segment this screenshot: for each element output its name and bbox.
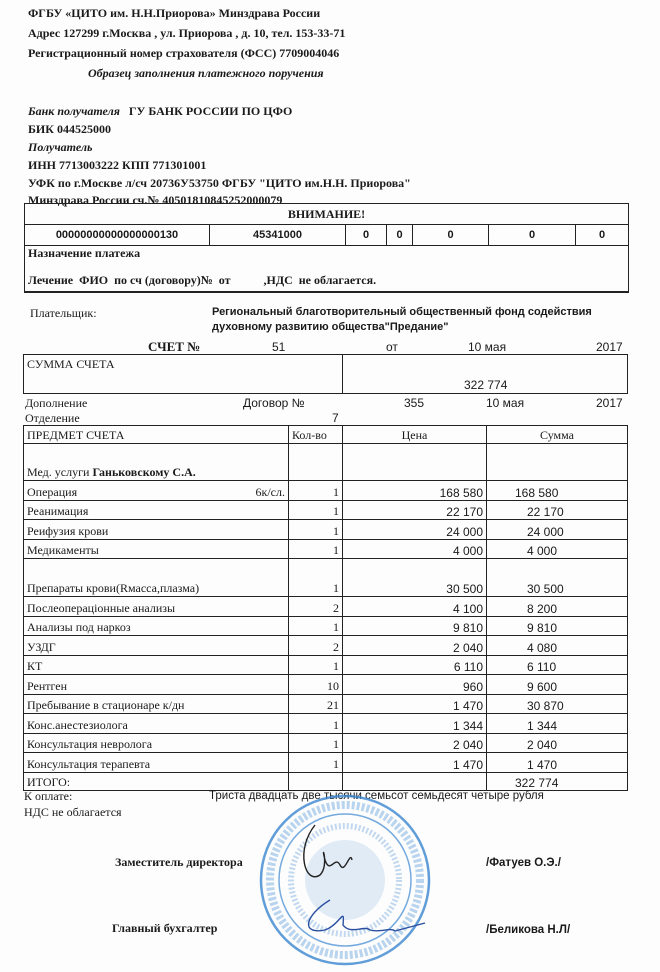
item-name <box>24 481 289 501</box>
invoice-sum-box <box>23 354 628 394</box>
item-sum: 24 000 <box>487 520 628 540</box>
contract-label: Договор № <box>243 396 305 410</box>
document-subtitle: Образец заполнения платежного поручения <box>88 66 324 80</box>
accountant-signature-icon <box>295 895 435 945</box>
payer-name-2: духовному развитию общества"Предание" <box>212 321 449 333</box>
code-cell: 45341000 <box>210 225 346 246</box>
table-row <box>24 597 628 617</box>
item-name-text: Препараты крови(Rмасса,плазма) <box>27 581 200 595</box>
item-qty: 2 <box>289 597 343 617</box>
item-price: 1 470 <box>343 753 487 773</box>
item-name <box>24 539 289 559</box>
bank-name: ГУ БАНК РОССИИ ПО ЦФО <box>128 104 293 118</box>
chief-accountant-name: /Беликова Н.Л/ <box>486 924 571 936</box>
item-name-text: Консультация терапевта <box>27 756 151 771</box>
total-value: 322 774 <box>487 772 628 790</box>
item-sum: 9 600 <box>487 675 628 695</box>
item-name <box>24 597 289 617</box>
inn-kpp: ИНН 7713003222 КПП 771301001 <box>28 158 207 172</box>
code-cell: 0 <box>387 225 413 246</box>
item-qty: 10 <box>289 675 343 695</box>
contract-year: 2017 <box>596 396 623 410</box>
item-name-text: Пребывание в стационаре к/дн <box>27 698 185 712</box>
divider <box>342 355 343 393</box>
contract-date: 10 мая <box>486 396 525 410</box>
item-qty: 1 <box>289 753 343 773</box>
item-qty: 1 <box>289 539 343 559</box>
table-row <box>24 559 628 597</box>
table-row <box>24 675 628 695</box>
item-price: 2 040 <box>343 733 487 753</box>
code-cell: 0 <box>576 225 629 246</box>
item-name <box>24 500 289 520</box>
department-label: Отделение <box>25 411 80 425</box>
payer-name-1: Региональный благотворительный общественный фонд содействия <box>212 306 592 318</box>
patient-name: Ганьковскому С.А. <box>92 465 196 479</box>
table-row <box>24 481 628 501</box>
account: Минздрава России сч.№ 40501810845252000079 <box>28 193 283 207</box>
bik: БИК 044525000 <box>28 122 111 136</box>
total-label: ИТОГО: <box>24 772 289 790</box>
item-sum: 2 040 <box>487 733 628 753</box>
invoice-from: от <box>386 340 398 354</box>
item-price: 960 <box>343 675 487 695</box>
item-qty: 1 <box>289 616 343 636</box>
item-sum: 30 500 <box>487 559 628 597</box>
item-note: 6к/сл. <box>255 484 285 499</box>
sum-value: 322 774 <box>464 378 508 392</box>
code-cell: 00000000000000000130 <box>25 225 210 246</box>
purpose-label: Назначение платежа <box>28 246 141 260</box>
table-row <box>24 733 628 753</box>
item-name <box>24 694 289 714</box>
item-price: 1 344 <box>343 714 487 734</box>
pay-label: К оплате: <box>24 789 73 803</box>
item-qty: 1 <box>289 559 343 597</box>
invoice-date: 10 мая <box>468 340 507 354</box>
item-name-text: Медикаменты <box>27 543 99 557</box>
item-name <box>24 733 289 753</box>
table-row <box>24 636 628 656</box>
payer-label: Плательщик: <box>30 306 97 320</box>
item-name-text: Конс.анестезиолога <box>27 717 128 732</box>
vat-note: НДС не облагается <box>24 805 122 819</box>
intro-cell <box>24 444 289 481</box>
codes-row <box>25 225 629 246</box>
item-price: 9 810 <box>343 616 487 636</box>
item-sum: 30 870 <box>487 694 628 714</box>
org-registration: Регистрационный номер страхователя (ФСС) 7709004046 <box>28 46 340 60</box>
item-price: 168 580 <box>343 481 487 501</box>
item-qty: 1 <box>289 481 343 501</box>
table-row <box>24 655 628 675</box>
director-signature-icon <box>290 820 370 890</box>
item-price: 4 100 <box>343 597 487 617</box>
bank-line <box>28 104 292 119</box>
item-name <box>24 636 289 656</box>
item-name-text: КТ <box>27 659 43 673</box>
intro-text: Мед. услуги <box>27 465 93 479</box>
code-cell: 0 <box>346 225 387 246</box>
table-row <box>24 539 628 559</box>
item-name <box>24 520 289 540</box>
table-header <box>24 426 628 444</box>
item-name <box>24 559 289 597</box>
item-price: 2 040 <box>343 636 487 656</box>
department-value: 7 <box>332 411 339 425</box>
item-sum: 22 170 <box>487 500 628 520</box>
item-price: 6 110 <box>343 655 487 675</box>
header-price: Цена <box>343 426 487 444</box>
item-price: 30 500 <box>343 559 487 597</box>
table-row <box>24 500 628 520</box>
item-name <box>24 753 289 773</box>
table-row <box>24 694 628 714</box>
addition-label: Дополнение <box>25 396 88 410</box>
items-table <box>23 425 628 791</box>
deputy-director-label: Заместитель директора <box>115 855 243 869</box>
attention-title: ВНИМАНИЕ! <box>25 204 629 225</box>
attention-table <box>24 203 629 293</box>
code-cell: 0 <box>489 225 576 246</box>
item-sum: 6 110 <box>487 655 628 675</box>
table-row <box>24 616 628 636</box>
invoice-year: 2017 <box>596 340 623 354</box>
purpose-cell <box>25 246 629 292</box>
item-name <box>24 675 289 695</box>
item-price: 1 470 <box>343 694 487 714</box>
header-sum: Сумма <box>487 426 628 444</box>
recipient-label: Получатель <box>28 140 93 154</box>
item-name-text: Реифузия крови <box>27 523 109 538</box>
item-sum: 4 000 <box>487 539 628 559</box>
item-price: 24 000 <box>343 520 487 540</box>
item-name <box>24 714 289 734</box>
item-qty: 1 <box>289 500 343 520</box>
org-address: Адрес 127299 г.Москва , ул. Приорова , д. 10, тел. 153-33-71 <box>28 26 346 40</box>
bank-label: Банк получателя <box>28 104 120 118</box>
item-name-text: Анализы под наркоз <box>27 620 131 634</box>
item-qty: 2 <box>289 636 343 656</box>
invoice-label: СЧЕТ № <box>148 339 201 354</box>
item-name-text: Рентген <box>27 678 68 693</box>
item-qty: 1 <box>289 714 343 734</box>
item-sum: 9 810 <box>487 616 628 636</box>
pay-words: Триста двадцать две тысячи семьсот семьдесят четыре рубля <box>209 790 544 802</box>
item-sum: 168 580 <box>487 481 628 501</box>
code-cell: 0 <box>413 225 489 246</box>
header-item: ПРЕДМЕТ СЧЕТА <box>24 426 289 444</box>
item-name-text: Консультация невролога <box>27 737 153 751</box>
item-price: 4 000 <box>343 539 487 559</box>
contract-number: 355 <box>404 396 425 410</box>
item-qty: 1 <box>289 733 343 753</box>
table-row <box>24 714 628 734</box>
total-row <box>24 772 628 790</box>
item-name <box>24 616 289 636</box>
item-name-text: Реанимация <box>27 504 89 518</box>
deputy-director-name: /Фатуев О.Э./ <box>486 857 561 869</box>
item-name <box>24 655 289 675</box>
invoice-number: 51 <box>272 340 286 354</box>
item-qty: 21 <box>289 694 343 714</box>
item-qty: 1 <box>289 655 343 675</box>
org-name: ФГБУ «ЦИТО им. Н.Н.Приорова» Минздрава России <box>28 6 321 20</box>
chief-accountant-label: Главный бухгалтер <box>112 921 218 935</box>
item-name-text: Операция <box>27 484 78 499</box>
table-row <box>24 753 628 773</box>
table-row <box>24 520 628 540</box>
item-sum: 4 080 <box>487 636 628 656</box>
ufk: УФК по г.Москве л/сч 20736У53750 ФГБУ "ЦИТО им.Н.Н. Приорова" <box>28 176 411 190</box>
item-sum: 1 470 <box>487 753 628 773</box>
purpose-text: Лечение ФИО по сч (договору)№ от ,НДС не облагается. <box>28 273 377 287</box>
header-qty: Кол-во <box>289 426 343 444</box>
item-name-text: Послеопераціонные анализы <box>27 600 176 615</box>
item-name-text: УЗДГ <box>27 639 56 654</box>
item-qty: 1 <box>289 520 343 540</box>
item-sum: 1 344 <box>487 714 628 734</box>
sum-label: СУММА СЧЕТА <box>27 357 115 371</box>
item-price: 22 170 <box>343 500 487 520</box>
item-sum: 8 200 <box>487 597 628 617</box>
